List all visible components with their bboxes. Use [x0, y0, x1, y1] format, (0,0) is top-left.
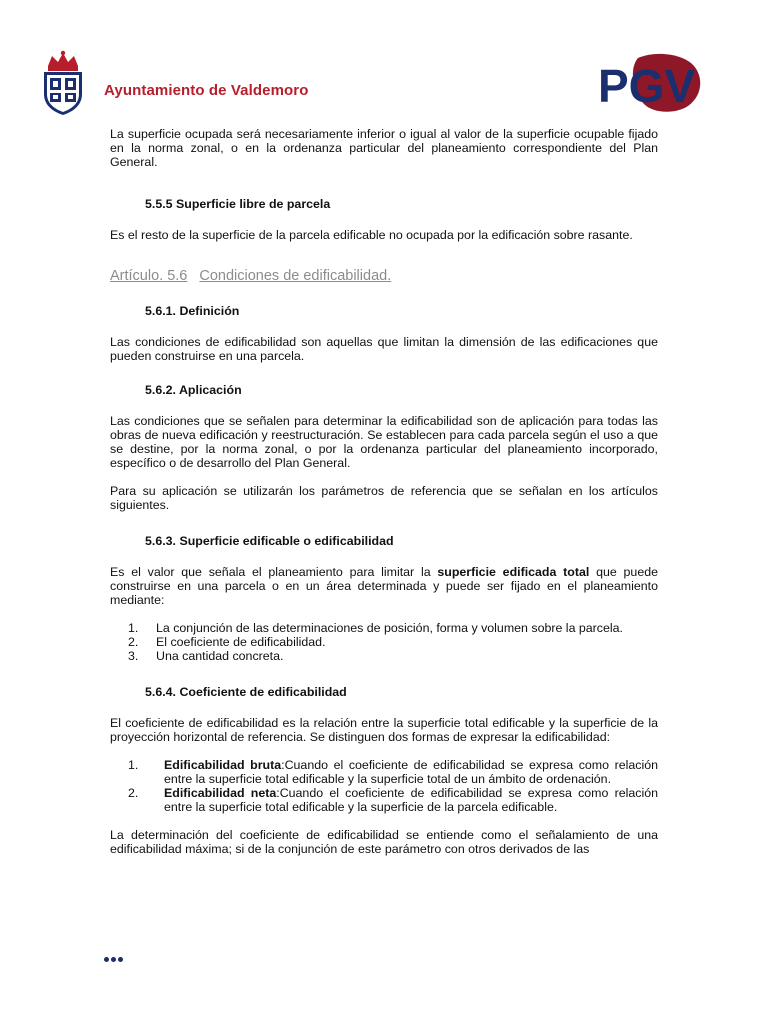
dot [111, 957, 116, 962]
list-item-number: 2. [128, 635, 139, 649]
more-dots-icon[interactable] [104, 957, 123, 962]
list-5-6-3 [110, 621, 658, 663]
list-item [110, 635, 658, 649]
list-item-number: 2. [128, 786, 139, 800]
paragraph-5-6-3-pre: Es el valor que señala el planeamiento para limitar la [110, 565, 438, 579]
paragraph-5-5-5: Es el resto de la superficie de la parcela edificable no ocupada por la edificación sobre rasante. [110, 228, 633, 242]
list-item-term: Edificabilidad bruta [164, 758, 282, 772]
paragraph-5-6-2-a: Las condiciones que se señalen para determinar la edificabilidad son de aplicación para todas las obras de nueva edificación y reestructuración. Se establecen para cada parcela según el uso a que se destine, por la norma zonal, o por la ordenanza particular del planeamiento incorporado, específico o de desarrollo del Plan General. [110, 414, 658, 470]
list-item [110, 621, 658, 635]
paragraph-5-6-2-b: Para su aplicación se utilizarán los parámetros de referencia que se señalan en los artículos siguientes. [110, 484, 658, 512]
paragraph-5-6-3 [110, 565, 658, 607]
list-item-text [164, 758, 658, 786]
list-item-text: Una cantidad concreta. [156, 649, 284, 663]
paragraph-5-6-3-post: que puede construirse en una parcela o en un área determinada y puede ser fijado en el planeamiento mediante: [110, 565, 658, 607]
heading-5-6-4: 5.6.4. Coeficiente de edificabilidad [145, 685, 347, 699]
article-heading [110, 269, 658, 283]
list-item-number: 1. [128, 758, 139, 772]
list-5-6-4 [110, 758, 658, 814]
list-item-term: Edificabilidad neta [164, 786, 277, 800]
list-item-definition: :Cuando el coeficiente de edificabilidad se expresa como relación entre la superficie total edificable y la superficie total de un ámbito de ordenación. [164, 758, 658, 786]
list-item [110, 758, 658, 786]
dot [104, 957, 109, 962]
heading-5-5-5: 5.5.5 Superficie libre de parcela [145, 197, 331, 211]
paragraph-intro: La superficie ocupada será necesariamente inferior o igual al valor de la superficie ocupable fijado en la norma zonal, o en la ordenanza particular del planeamiento correspondiente del Plan General. [110, 127, 658, 169]
list-item [110, 649, 658, 663]
paragraph-5-6-4: El coeficiente de edificabilidad es la relación entre la superficie total edificable y la superficie de la proyección horizontal de referencia. Se distinguen dos formas de expresar la edificabilidad: [110, 716, 658, 744]
list-item-text: El coeficiente de edificabilidad. [156, 635, 326, 649]
org-name: Ayuntamiento de Valdemoro [104, 82, 309, 99]
page-header [0, 0, 768, 125]
document-body [110, 127, 658, 856]
paragraph-5-6-3-bold: superficie edificada total [437, 565, 590, 579]
heading-5-6-2: 5.6.2. Aplicación [145, 383, 242, 397]
list-item [110, 786, 658, 814]
dot [118, 957, 123, 962]
list-item-text [164, 786, 658, 814]
article-title: Condiciones de edificabilidad. [199, 268, 392, 284]
paragraph-5-6-1: Las condiciones de edificabilidad son aquellas que limitan la dimensión de las edificaciones que pueden construirse en una parcela. [110, 335, 658, 363]
list-item-definition: :Cuando el coeficiente de edificabilidad se expresa como relación entre la superficie total edificable y la superficie de la parcela edificable. [164, 786, 658, 814]
pgv-logo-text: PGV [598, 60, 696, 112]
list-item-text: La conjunción de las determinaciones de posición, forma y volumen sobre la parcela. [156, 621, 623, 635]
heading-5-6-1: 5.6.1. Definición [145, 304, 240, 318]
article-number: Artículo. 5.6 [110, 268, 188, 284]
pgv-logo [598, 52, 720, 116]
list-item-number: 3. [128, 649, 139, 663]
heading-5-6-3: 5.6.3. Superficie edificable o edificabilidad [145, 534, 394, 548]
paragraph-final: La determinación del coeficiente de edificabilidad se entiende como el señalamiento de una edificabilidad máxima; si de la conjunción de este parámetro con otros derivados de las [110, 828, 658, 856]
list-item-number: 1. [128, 621, 139, 635]
municipal-crest-icon [38, 50, 88, 116]
